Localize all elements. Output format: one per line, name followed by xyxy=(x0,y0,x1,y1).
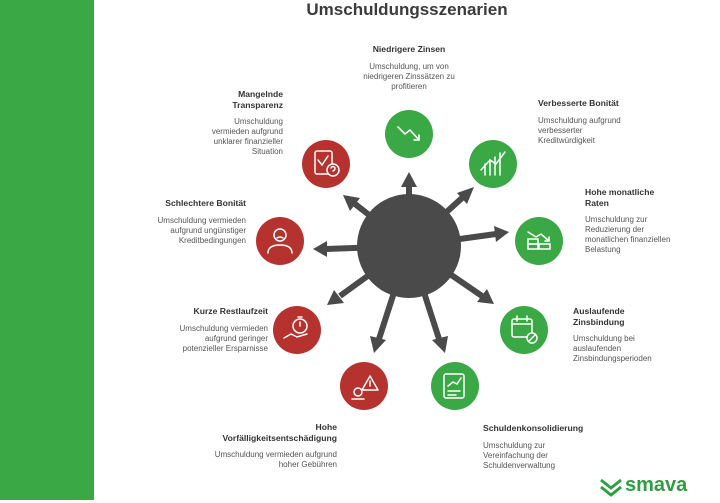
label-desc: Umschuldung vermieden aufgrund ungünstiger Kreditbedingungen xyxy=(157,215,246,245)
center-hub xyxy=(357,194,461,298)
label-desc: Umschuldung vermieden aufgrund hoher Gebühren xyxy=(214,450,337,469)
label-title: Niedrigere Zinsen xyxy=(372,44,446,54)
smava-chevron-icon xyxy=(599,476,623,498)
diagram-title: Umschuldungsszenarien xyxy=(306,0,508,19)
label-title: Verbesserte Bonität xyxy=(538,98,619,108)
label-desc: Umschuldung vermieden aufgrund geringer potenzieller Ersparnisse xyxy=(179,323,268,353)
circle-niedrigere-zinsen xyxy=(385,110,433,158)
circle-transparenz xyxy=(302,140,350,188)
label-restlaufzeit xyxy=(178,306,268,354)
label-desc: Umschuldung zur Vereinfachung der Schuldenverwaltung xyxy=(483,440,556,470)
label-desc: Umschuldung bei auslaufenden Zinsbindungsperioden xyxy=(573,334,652,363)
label-title: Hohe Vorfälligkeitsentschädigung xyxy=(222,422,337,443)
label-title: Schuldenkonsolidierung xyxy=(483,423,584,433)
circle-restlaufzeit xyxy=(273,306,321,354)
circle-zinsbindung xyxy=(500,306,548,354)
logo-text: smava xyxy=(625,474,688,496)
label-konsolidierung xyxy=(483,423,593,471)
label-title: Kurze Restlaufzeit xyxy=(193,306,268,316)
label-schlechtere-bonitaet xyxy=(150,198,246,246)
label-verbesserte-bonitaet xyxy=(538,98,638,146)
circle-hohe-raten xyxy=(515,217,563,265)
circle-vorfaelligkeit xyxy=(340,362,388,410)
label-desc: Umschuldung, um von niedrigeren Zinssätzen zu profitieren xyxy=(363,61,455,91)
label-title: Schlechtere Bonität xyxy=(165,198,246,208)
label-niedrigere-zinsen xyxy=(352,44,466,92)
label-title: Hohe monatliche Raten xyxy=(585,187,655,208)
label-vorfaelligkeit xyxy=(205,422,337,470)
circle-schlechtere-bonitaet xyxy=(256,217,304,265)
label-zinsbindung xyxy=(573,306,667,364)
label-desc: Umschuldung aufgrund verbesserter Kreditwürdigkeit xyxy=(538,115,621,145)
label-transparenz xyxy=(205,89,283,157)
label-desc: Umschuldung vermieden aufgrund unklarer finanzieller Situation xyxy=(211,117,283,156)
label-desc: Umschuldung zur Reduzierung der monatlichen finanziellen Belastung xyxy=(585,215,671,254)
circle-verbesserte-bonitaet xyxy=(469,140,517,188)
label-title: Mangelnde Transparenz xyxy=(232,89,283,110)
smava-logo xyxy=(599,476,703,498)
label-hohe-raten xyxy=(585,187,675,255)
label-title: Auslaufende Zinsbindung xyxy=(573,306,625,327)
circle-konsolidierung xyxy=(431,362,479,410)
